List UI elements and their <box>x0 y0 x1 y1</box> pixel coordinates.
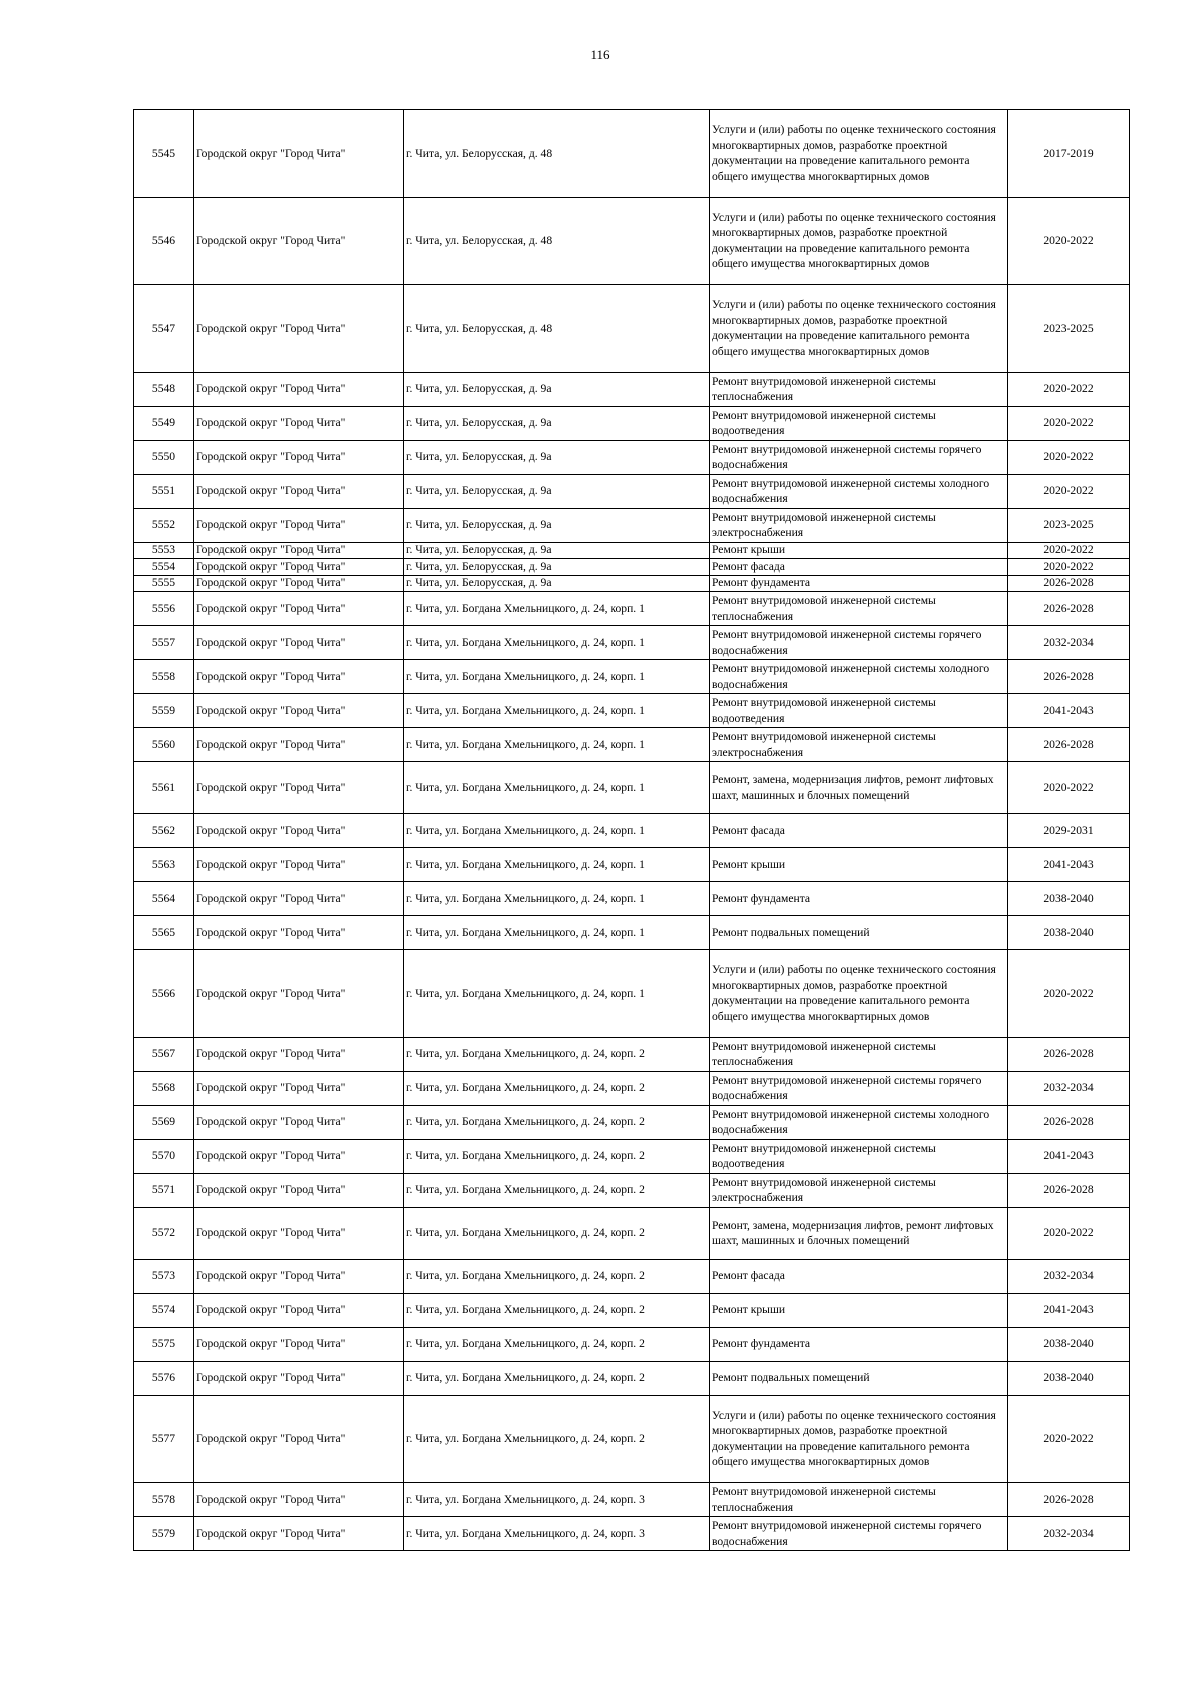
address-cell: г. Чита, ул. Белорусская, д. 9а <box>404 440 710 474</box>
work-type-cell: Ремонт крыши <box>710 1293 1008 1327</box>
work-type-cell: Услуги и (или) работы по оценке технического состояния многоквартирных домов, разработке проектной документации на проведение капитального ремонта общего имущества многоквартирных домов <box>710 197 1008 285</box>
period-cell: 2038-2040 <box>1008 882 1130 916</box>
period-cell: 2020-2022 <box>1008 542 1130 559</box>
table-row <box>134 1483 1130 1517</box>
municipality-cell: Городской округ "Город Чита" <box>194 728 404 762</box>
table-row <box>134 916 1130 950</box>
municipality-cell: Городской округ "Город Чита" <box>194 592 404 626</box>
address-cell: г. Чита, ул. Богдана Хмельницкого, д. 24, корп. 3 <box>404 1483 710 1517</box>
table-row <box>134 110 1130 198</box>
period-cell: 2032-2034 <box>1008 1259 1130 1293</box>
row-number-cell: 5553 <box>134 542 194 559</box>
row-number-cell: 5548 <box>134 372 194 406</box>
period-cell: 2020-2022 <box>1008 1207 1130 1259</box>
address-cell: г. Чита, ул. Богдана Хмельницкого, д. 24, корп. 1 <box>404 848 710 882</box>
period-cell: 2032-2034 <box>1008 626 1130 660</box>
period-cell: 2020-2022 <box>1008 197 1130 285</box>
work-type-cell: Ремонт фундамента <box>710 575 1008 592</box>
address-cell: г. Чита, ул. Белорусская, д. 9а <box>404 406 710 440</box>
work-type-cell: Ремонт подвальных помещений <box>710 1361 1008 1395</box>
row-number-cell: 5554 <box>134 559 194 576</box>
municipality-cell: Городской округ "Город Чита" <box>194 694 404 728</box>
work-type-cell: Ремонт внутридомовой инженерной системы теплоснабжения <box>710 372 1008 406</box>
municipality-cell: Городской округ "Город Чита" <box>194 372 404 406</box>
municipality-cell: Городской округ "Город Чита" <box>194 110 404 198</box>
period-cell: 2038-2040 <box>1008 1361 1130 1395</box>
address-cell: г. Чита, ул. Богдана Хмельницкого, д. 24, корп. 1 <box>404 882 710 916</box>
repair-schedule-table <box>133 109 1130 1551</box>
address-cell: г. Чита, ул. Белорусская, д. 9а <box>404 542 710 559</box>
period-cell: 2017-2019 <box>1008 110 1130 198</box>
table-row <box>134 1207 1130 1259</box>
period-cell: 2026-2028 <box>1008 592 1130 626</box>
address-cell: г. Чита, ул. Белорусская, д. 48 <box>404 285 710 373</box>
table-row <box>134 508 1130 542</box>
table-row <box>134 542 1130 559</box>
work-type-cell: Ремонт внутридомовой инженерной системы холодного водоснабжения <box>710 1105 1008 1139</box>
municipality-cell: Городской округ "Город Чита" <box>194 762 404 814</box>
address-cell: г. Чита, ул. Белорусская, д. 9а <box>404 372 710 406</box>
work-type-cell: Ремонт внутридомовой инженерной системы горячего водоснабжения <box>710 1517 1008 1551</box>
row-number-cell: 5564 <box>134 882 194 916</box>
row-number-cell: 5549 <box>134 406 194 440</box>
address-cell: г. Чита, ул. Белорусская, д. 9а <box>404 508 710 542</box>
address-cell: г. Чита, ул. Белорусская, д. 48 <box>404 110 710 198</box>
row-number-cell: 5545 <box>134 110 194 198</box>
period-cell: 2020-2022 <box>1008 440 1130 474</box>
work-type-cell: Услуги и (или) работы по оценке технического состояния многоквартирных домов, разработке проектной документации на проведение капитального ремонта общего имущества многоквартирных домов <box>710 110 1008 198</box>
municipality-cell: Городской округ "Город Чита" <box>194 575 404 592</box>
period-cell: 2020-2022 <box>1008 372 1130 406</box>
row-number-cell: 5575 <box>134 1327 194 1361</box>
address-cell: г. Чита, ул. Белорусская, д. 9а <box>404 575 710 592</box>
row-number-cell: 5552 <box>134 508 194 542</box>
municipality-cell: Городской округ "Город Чита" <box>194 1395 404 1483</box>
work-type-cell: Ремонт внутридомовой инженерной системы электроснабжения <box>710 1173 1008 1207</box>
period-cell: 2026-2028 <box>1008 1483 1130 1517</box>
table-row <box>134 285 1130 373</box>
row-number-cell: 5574 <box>134 1293 194 1327</box>
table-row <box>134 406 1130 440</box>
municipality-cell: Городской округ "Город Чита" <box>194 814 404 848</box>
municipality-cell: Городской округ "Город Чита" <box>194 406 404 440</box>
work-type-cell: Ремонт фасада <box>710 559 1008 576</box>
municipality-cell: Городской округ "Город Чита" <box>194 1361 404 1395</box>
work-type-cell: Ремонт фундамента <box>710 882 1008 916</box>
municipality-cell: Городской округ "Город Чита" <box>194 1293 404 1327</box>
table-row <box>134 814 1130 848</box>
table-row <box>134 1517 1130 1551</box>
municipality-cell: Городской округ "Город Чита" <box>194 950 404 1038</box>
table-row <box>134 950 1130 1038</box>
row-number-cell: 5551 <box>134 474 194 508</box>
work-type-cell: Ремонт, замена, модернизация лифтов, ремонт лифтовых шахт, машинных и блочных помещений <box>710 1207 1008 1259</box>
period-cell: 2026-2028 <box>1008 1173 1130 1207</box>
address-cell: г. Чита, ул. Богдана Хмельницкого, д. 24, корп. 2 <box>404 1071 710 1105</box>
row-number-cell: 5567 <box>134 1037 194 1071</box>
work-type-cell: Ремонт внутридомовой инженерной системы холодного водоснабжения <box>710 474 1008 508</box>
municipality-cell: Городской округ "Город Чита" <box>194 1259 404 1293</box>
municipality-cell: Городской округ "Город Чита" <box>194 285 404 373</box>
work-type-cell: Ремонт внутридомовой инженерной системы водоотведения <box>710 694 1008 728</box>
work-type-cell: Ремонт внутридомовой инженерной системы электроснабжения <box>710 728 1008 762</box>
work-type-cell: Ремонт фундамента <box>710 1327 1008 1361</box>
table-row <box>134 1293 1130 1327</box>
table-row <box>134 1037 1130 1071</box>
row-number-cell: 5550 <box>134 440 194 474</box>
work-type-cell: Услуги и (или) работы по оценке технического состояния многоквартирных домов, разработке проектной документации на проведение капитального ремонта общего имущества многоквартирных домов <box>710 950 1008 1038</box>
table-row <box>134 1071 1130 1105</box>
address-cell: г. Чита, ул. Богдана Хмельницкого, д. 24, корп. 2 <box>404 1105 710 1139</box>
municipality-cell: Городской округ "Город Чита" <box>194 1139 404 1173</box>
table-row <box>134 1105 1130 1139</box>
period-cell: 2020-2022 <box>1008 950 1130 1038</box>
work-type-cell: Ремонт фасада <box>710 1259 1008 1293</box>
municipality-cell: Городской округ "Город Чита" <box>194 1071 404 1105</box>
period-cell: 2038-2040 <box>1008 916 1130 950</box>
municipality-cell: Городской округ "Город Чита" <box>194 1037 404 1071</box>
period-cell: 2026-2028 <box>1008 660 1130 694</box>
row-number-cell: 5556 <box>134 592 194 626</box>
municipality-cell: Городской округ "Город Чита" <box>194 508 404 542</box>
municipality-cell: Городской округ "Город Чита" <box>194 559 404 576</box>
period-cell: 2032-2034 <box>1008 1071 1130 1105</box>
table-row <box>134 372 1130 406</box>
work-type-cell: Ремонт крыши <box>710 542 1008 559</box>
table-row <box>134 474 1130 508</box>
row-number-cell: 5566 <box>134 950 194 1038</box>
work-type-cell: Ремонт внутридомовой инженерной системы холодного водоснабжения <box>710 660 1008 694</box>
municipality-cell: Городской округ "Город Чита" <box>194 197 404 285</box>
address-cell: г. Чита, ул. Богдана Хмельницкого, д. 24, корп. 2 <box>404 1207 710 1259</box>
municipality-cell: Городской округ "Город Чита" <box>194 474 404 508</box>
row-number-cell: 5573 <box>134 1259 194 1293</box>
work-type-cell: Ремонт крыши <box>710 848 1008 882</box>
table-row <box>134 882 1130 916</box>
period-cell: 2041-2043 <box>1008 1293 1130 1327</box>
work-type-cell: Ремонт внутридомовой инженерной системы водоотведения <box>710 406 1008 440</box>
period-cell: 2026-2028 <box>1008 1105 1130 1139</box>
municipality-cell: Городской округ "Город Чита" <box>194 542 404 559</box>
address-cell: г. Чита, ул. Богдана Хмельницкого, д. 24, корп. 1 <box>404 950 710 1038</box>
work-type-cell: Услуги и (или) работы по оценке технического состояния многоквартирных домов, разработке проектной документации на проведение капитального ремонта общего имущества многоквартирных домов <box>710 285 1008 373</box>
municipality-cell: Городской округ "Город Чита" <box>194 882 404 916</box>
period-cell: 2029-2031 <box>1008 814 1130 848</box>
municipality-cell: Городской округ "Город Чита" <box>194 848 404 882</box>
table-row <box>134 197 1130 285</box>
address-cell: г. Чита, ул. Богдана Хмельницкого, д. 24, корп. 1 <box>404 728 710 762</box>
table-row <box>134 1173 1130 1207</box>
period-cell: 2041-2043 <box>1008 848 1130 882</box>
address-cell: г. Чита, ул. Богдана Хмельницкого, д. 24, корп. 1 <box>404 592 710 626</box>
row-number-cell: 5569 <box>134 1105 194 1139</box>
address-cell: г. Чита, ул. Богдана Хмельницкого, д. 24, корп. 2 <box>404 1327 710 1361</box>
table-row <box>134 694 1130 728</box>
row-number-cell: 5577 <box>134 1395 194 1483</box>
address-cell: г. Чита, ул. Богдана Хмельницкого, д. 24, корп. 1 <box>404 694 710 728</box>
address-cell: г. Чита, ул. Богдана Хмельницкого, д. 24, корп. 2 <box>404 1173 710 1207</box>
table-row <box>134 1139 1130 1173</box>
work-type-cell: Ремонт внутридомовой инженерной системы теплоснабжения <box>710 592 1008 626</box>
table-row <box>134 626 1130 660</box>
row-number-cell: 5578 <box>134 1483 194 1517</box>
address-cell: г. Чита, ул. Богдана Хмельницкого, д. 24, корп. 2 <box>404 1361 710 1395</box>
municipality-cell: Городской округ "Город Чита" <box>194 660 404 694</box>
table-row <box>134 848 1130 882</box>
address-cell: г. Чита, ул. Богдана Хмельницкого, д. 24, корп. 1 <box>404 814 710 848</box>
address-cell: г. Чита, ул. Богдана Хмельницкого, д. 24, корп. 2 <box>404 1037 710 1071</box>
row-number-cell: 5579 <box>134 1517 194 1551</box>
table-row <box>134 660 1130 694</box>
work-type-cell: Ремонт внутридомовой инженерной системы теплоснабжения <box>710 1483 1008 1517</box>
row-number-cell: 5557 <box>134 626 194 660</box>
municipality-cell: Городской округ "Город Чита" <box>194 916 404 950</box>
row-number-cell: 5568 <box>134 1071 194 1105</box>
address-cell: г. Чита, ул. Богдана Хмельницкого, д. 24, корп. 2 <box>404 1293 710 1327</box>
address-cell: г. Чита, ул. Белорусская, д. 9а <box>404 474 710 508</box>
municipality-cell: Городской округ "Город Чита" <box>194 1173 404 1207</box>
table-row <box>134 440 1130 474</box>
address-cell: г. Чита, ул. Богдана Хмельницкого, д. 24, корп. 2 <box>404 1395 710 1483</box>
period-cell: 2038-2040 <box>1008 1327 1130 1361</box>
period-cell: 2032-2034 <box>1008 1517 1130 1551</box>
period-cell: 2023-2025 <box>1008 508 1130 542</box>
row-number-cell: 5558 <box>134 660 194 694</box>
row-number-cell: 5571 <box>134 1173 194 1207</box>
table-row <box>134 575 1130 592</box>
row-number-cell: 5562 <box>134 814 194 848</box>
municipality-cell: Городской округ "Город Чита" <box>194 1483 404 1517</box>
row-number-cell: 5546 <box>134 197 194 285</box>
municipality-cell: Городской округ "Город Чита" <box>194 626 404 660</box>
table-row <box>134 559 1130 576</box>
work-type-cell: Ремонт внутридомовой инженерной системы горячего водоснабжения <box>710 1071 1008 1105</box>
work-type-cell: Ремонт внутридомовой инженерной системы горячего водоснабжения <box>710 626 1008 660</box>
work-type-cell: Ремонт внутридомовой инженерной системы теплоснабжения <box>710 1037 1008 1071</box>
work-type-cell: Услуги и (или) работы по оценке технического состояния многоквартирных домов, разработке проектной документации на проведение капитального ремонта общего имущества многоквартирных домов <box>710 1395 1008 1483</box>
period-cell: 2020-2022 <box>1008 1395 1130 1483</box>
period-cell: 2020-2022 <box>1008 474 1130 508</box>
address-cell: г. Чита, ул. Белорусская, д. 48 <box>404 197 710 285</box>
work-type-cell: Ремонт внутридомовой инженерной системы горячего водоснабжения <box>710 440 1008 474</box>
period-cell: 2023-2025 <box>1008 285 1130 373</box>
page-number: 116 <box>590 47 610 62</box>
address-cell: г. Чита, ул. Богдана Хмельницкого, д. 24, корп. 2 <box>404 1139 710 1173</box>
work-type-cell: Ремонт фасада <box>710 814 1008 848</box>
period-cell: 2026-2028 <box>1008 728 1130 762</box>
address-cell: г. Чита, ул. Богдана Хмельницкого, д. 24, корп. 2 <box>404 1259 710 1293</box>
work-type-cell: Ремонт внутридомовой инженерной системы водоотведения <box>710 1139 1008 1173</box>
work-type-cell: Ремонт подвальных помещений <box>710 916 1008 950</box>
work-type-cell: Ремонт, замена, модернизация лифтов, ремонт лифтовых шахт, машинных и блочных помещений <box>710 762 1008 814</box>
municipality-cell: Городской округ "Город Чита" <box>194 1327 404 1361</box>
row-number-cell: 5565 <box>134 916 194 950</box>
period-cell: 2020-2022 <box>1008 406 1130 440</box>
address-cell: г. Чита, ул. Богдана Хмельницкого, д. 24, корп. 3 <box>404 1517 710 1551</box>
period-cell: 2020-2022 <box>1008 762 1130 814</box>
address-cell: г. Чита, ул. Богдана Хмельницкого, д. 24, корп. 1 <box>404 916 710 950</box>
municipality-cell: Городской округ "Город Чита" <box>194 1207 404 1259</box>
table-row <box>134 1395 1130 1483</box>
address-cell: г. Чита, ул. Белорусская, д. 9а <box>404 559 710 576</box>
table-body <box>134 110 1130 1551</box>
table-row <box>134 1327 1130 1361</box>
address-cell: г. Чита, ул. Богдана Хмельницкого, д. 24, корп. 1 <box>404 660 710 694</box>
row-number-cell: 5560 <box>134 728 194 762</box>
row-number-cell: 5572 <box>134 1207 194 1259</box>
municipality-cell: Городской округ "Город Чита" <box>194 1105 404 1139</box>
row-number-cell: 5555 <box>134 575 194 592</box>
municipality-cell: Городской округ "Город Чита" <box>194 440 404 474</box>
work-type-cell: Ремонт внутридомовой инженерной системы электроснабжения <box>710 508 1008 542</box>
period-cell: 2041-2043 <box>1008 694 1130 728</box>
table-row <box>134 728 1130 762</box>
row-number-cell: 5561 <box>134 762 194 814</box>
row-number-cell: 5559 <box>134 694 194 728</box>
row-number-cell: 5563 <box>134 848 194 882</box>
row-number-cell: 5576 <box>134 1361 194 1395</box>
row-number-cell: 5570 <box>134 1139 194 1173</box>
period-cell: 2026-2028 <box>1008 1037 1130 1071</box>
address-cell: г. Чита, ул. Богдана Хмельницкого, д. 24, корп. 1 <box>404 626 710 660</box>
row-number-cell: 5547 <box>134 285 194 373</box>
table-row <box>134 1259 1130 1293</box>
table-row <box>134 1361 1130 1395</box>
municipality-cell: Городской округ "Город Чита" <box>194 1517 404 1551</box>
table-row <box>134 762 1130 814</box>
period-cell: 2020-2022 <box>1008 559 1130 576</box>
period-cell: 2041-2043 <box>1008 1139 1130 1173</box>
table-row <box>134 592 1130 626</box>
period-cell: 2026-2028 <box>1008 575 1130 592</box>
address-cell: г. Чита, ул. Богдана Хмельницкого, д. 24, корп. 1 <box>404 762 710 814</box>
